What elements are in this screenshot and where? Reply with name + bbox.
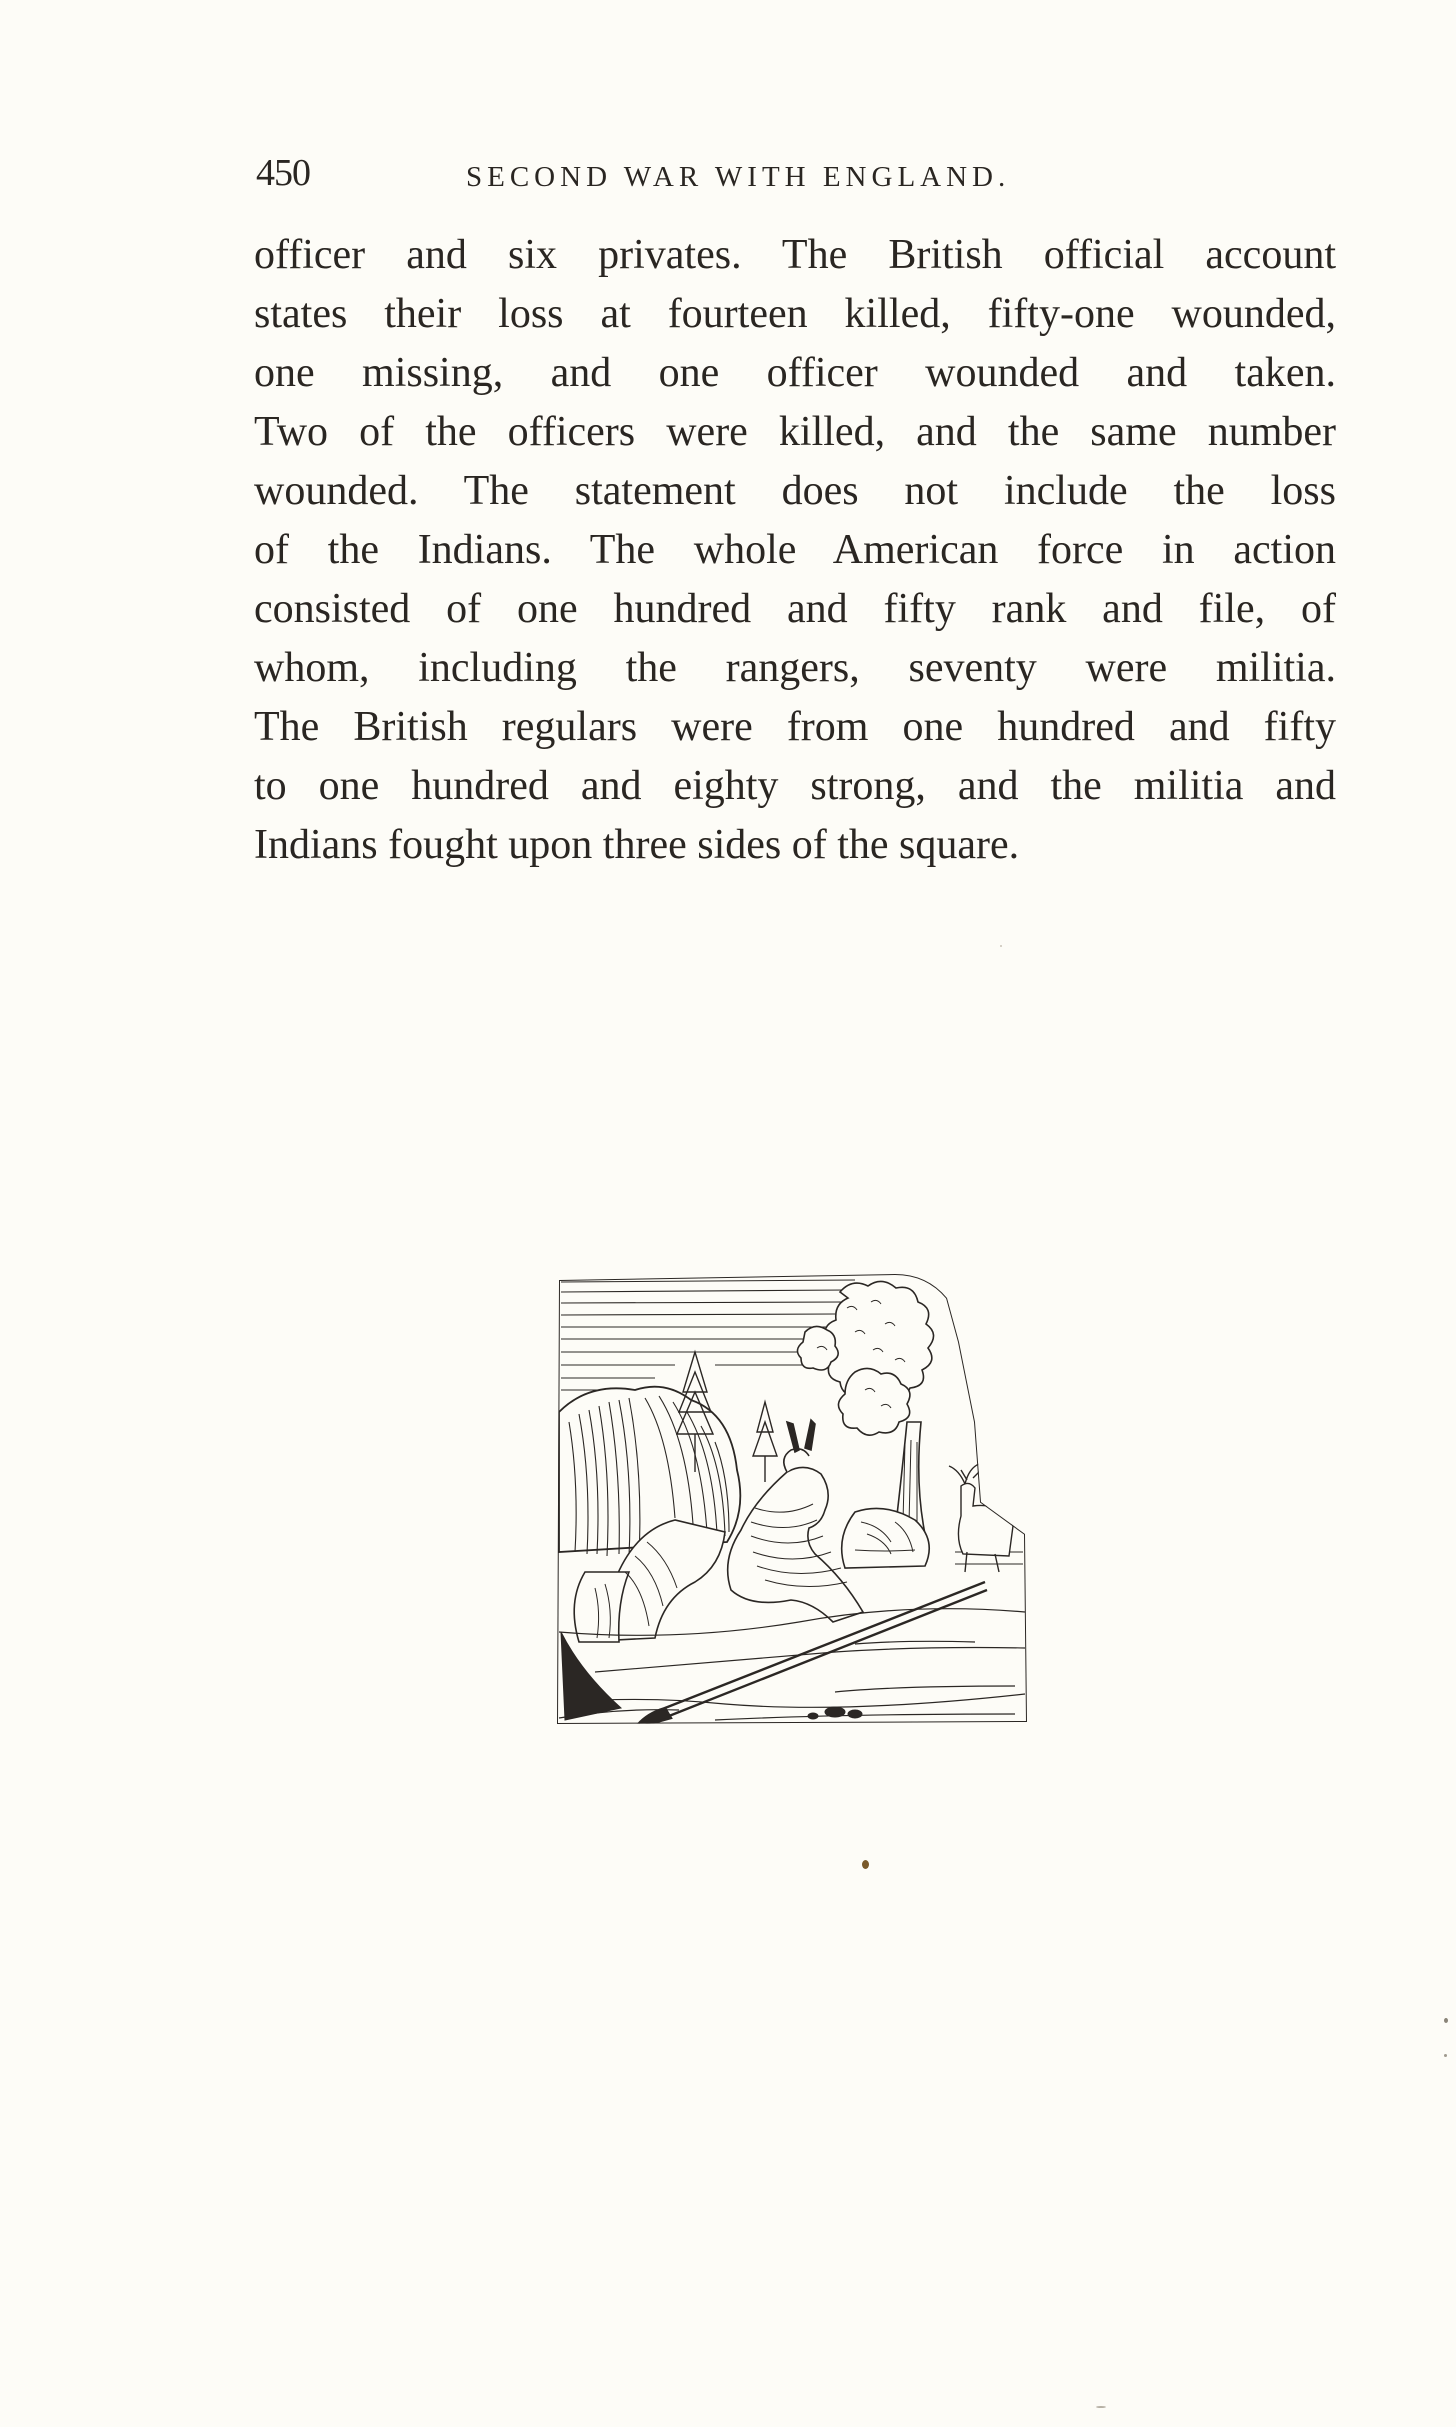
- text-line: Two of the officers were killed, and the same number: [254, 409, 1336, 455]
- paper-speck: [1444, 2054, 1447, 2057]
- text-line: officer and six privates. The British official account: [254, 232, 1336, 278]
- paper-speck: [1444, 2018, 1448, 2023]
- text-line: to one hundred and eighty strong, and the militia and: [254, 763, 1336, 809]
- text-line: one missing, and one officer wounded and taken.: [254, 350, 1336, 396]
- text-line: Indians fought upon three sides of the square.: [254, 822, 1020, 868]
- paper-speck: [1096, 2406, 1106, 2408]
- text-line: The British regulars were from one hundred and fifty: [254, 704, 1336, 750]
- text-line: whom, including the rangers, seventy were militia.: [254, 645, 1336, 691]
- page-number: 450: [256, 152, 310, 194]
- woodcut-vignette-icon: [555, 1272, 1029, 1727]
- body-paragraph: [254, 226, 1336, 875]
- text-line: of the Indians. The whole American force in action: [254, 527, 1336, 573]
- text-line: wounded. The statement does not include the loss: [254, 468, 1336, 514]
- text-line: consisted of one hundred and fifty rank and file, of: [254, 586, 1336, 632]
- paper-speck: [862, 1860, 869, 1869]
- text-line: states their loss at fourteen killed, fifty-one wounded,: [254, 291, 1336, 337]
- paper-speck: [1000, 945, 1002, 947]
- running-head: [256, 148, 1136, 198]
- running-title: SECOND WAR WITH ENGLAND.: [466, 161, 1011, 193]
